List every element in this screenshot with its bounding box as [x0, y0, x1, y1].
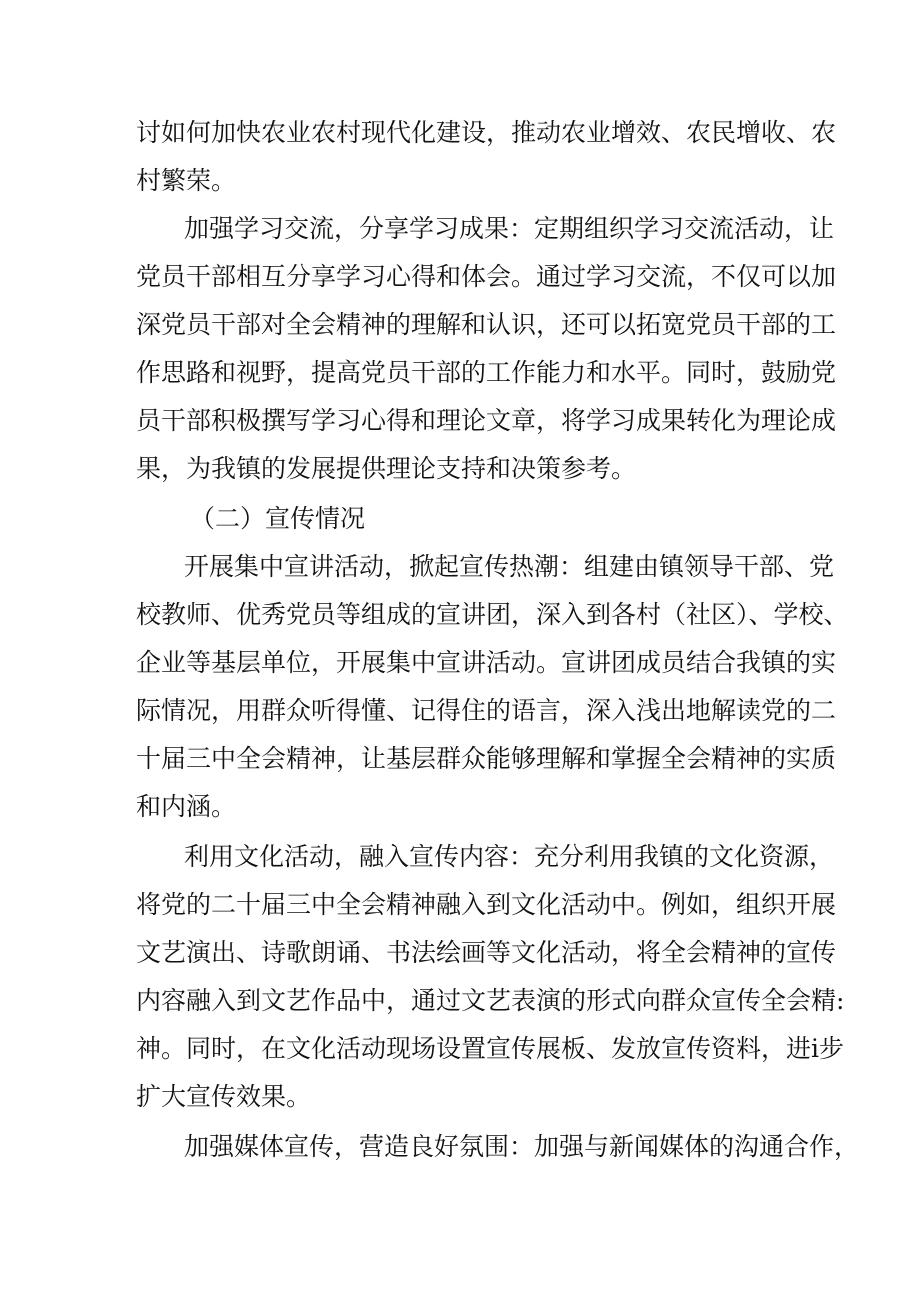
text-line: 神。同时，在文化活动现场设置宣传展板、发放宣传资料，进i步	[136, 1034, 844, 1063]
text-line: 员干部积极撰写学习心得和理论文章，将学习成果转化为理论成	[136, 406, 837, 435]
text-line: 文艺演出、诗歌朗诵、书法绘画等文化活动，将全会精神的宣传	[136, 938, 837, 967]
text-line: 际情况，用群众听得懂、记得住的语言，深入浅出地解读党的二	[136, 696, 837, 725]
text-line: 校教师、优秀党员等组成的宣讲团，深入到各村（社区）、学校、	[136, 600, 849, 629]
text-line: 和内涵。	[136, 792, 237, 821]
text-line: 企业等基层单位，开展集中宣讲活动。宣讲团成员结合我镇的实	[136, 648, 837, 677]
text-line: 作思路和视野，提高党员干部的工作能力和水平。同时，鼓励党	[136, 358, 837, 387]
text-line: 将党的二十届三中全会精神融入到文化活动中。例如，组织开展	[136, 890, 837, 919]
text-line: 果，为我镇的发展提供理论支持和决策参考。	[136, 454, 637, 483]
text-line: 扩大宣传效果。	[136, 1082, 312, 1111]
paragraph-start-line: 利用文化活动，融入宣传内容：充分利用我镇的文化资源，	[184, 842, 835, 871]
text-line: 村繁荣。	[136, 166, 237, 195]
text-line: 内容融入到文艺作品中，通过文艺表演的形式向群众宣传全会精:	[136, 986, 845, 1015]
section-heading: （二）宣传情况	[190, 504, 366, 533]
text-line: 讨如何加快农业农村现代化建设，推动农业增效、农民增收、农	[136, 118, 837, 147]
paragraph-start-line: 开展集中宣讲活动，掀起宣传热潮：组建由镇领导干部、党	[184, 552, 835, 581]
paragraph-start-line: 加强媒体宣传，营造良好氛围：加强与新闻媒体的沟通合作，	[184, 1132, 860, 1161]
text-line: 深党员干部对全会精神的理解和认识，还可以拓宽党员干部的工	[136, 310, 837, 339]
paragraph-start-line: 加强学习交流，分享学习成果：定期组织学习交流活动，让	[184, 214, 835, 243]
text-line: 十届三中全会精神，让基层群众能够理解和掌握全会精神的实质	[136, 744, 837, 773]
text-line: 党员干部相互分享学习心得和体会。通过学习交流，不仅可以加	[136, 262, 837, 291]
